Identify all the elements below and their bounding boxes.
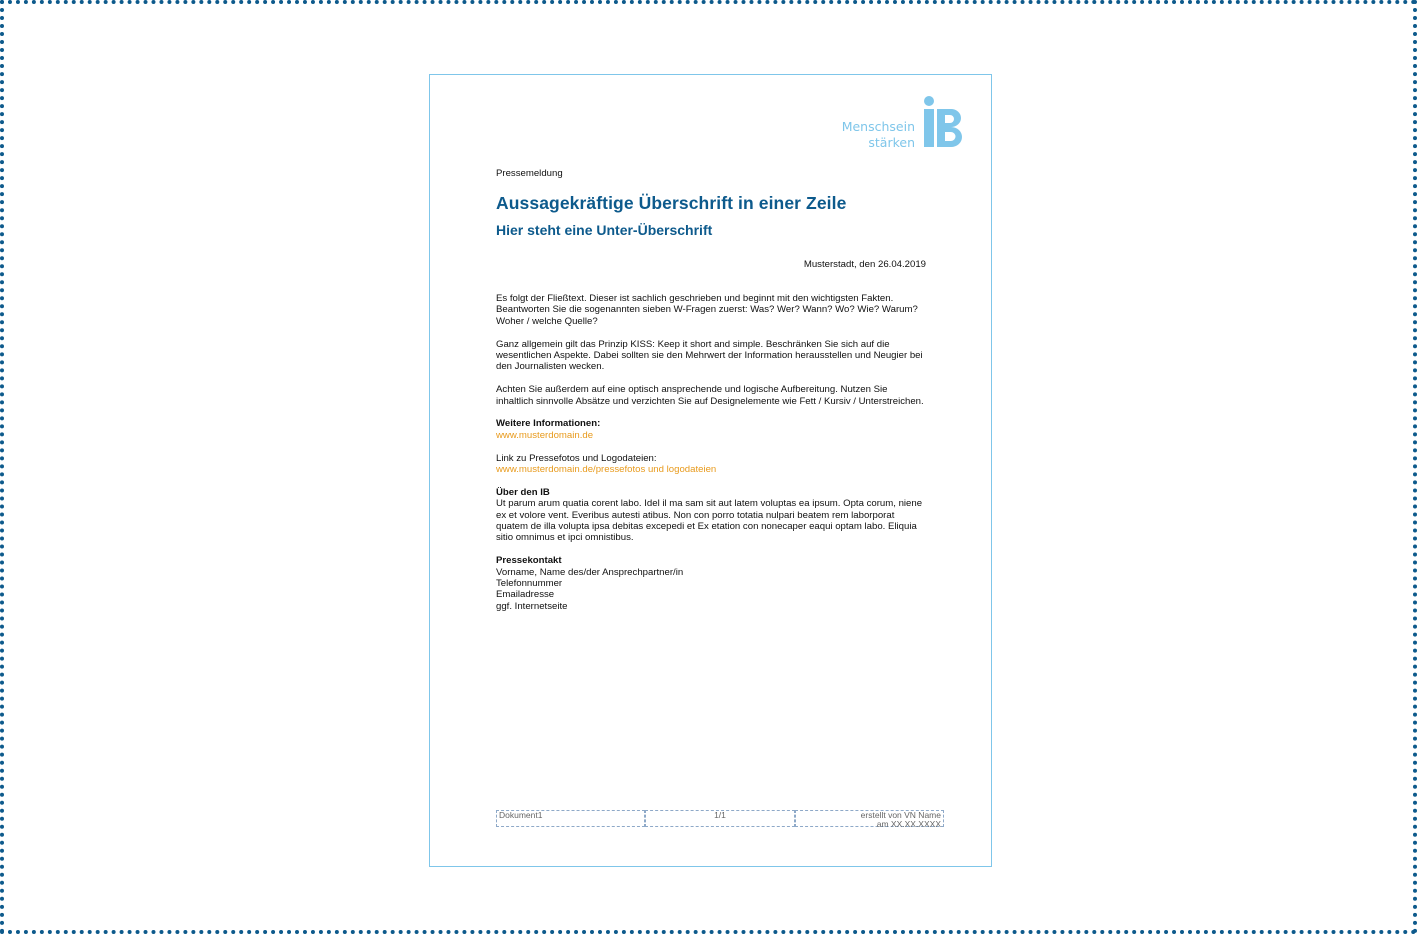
footer-filename: Dokument1	[496, 810, 645, 827]
document-title: Aussagekräftige Überschrift in einer Zeile	[496, 193, 847, 213]
ib-logo-icon	[917, 95, 967, 151]
photos-label: Link zu Pressefotos und Logodateien:	[496, 452, 657, 464]
body-paragraph-2: Ganz allgemein gilt das Prinzip KISS: Keep it short and simple. Beschränken Sie sich auf die wesentlichen Aspekte. Dabei sollten sie den Mehrwert der Information herausstellen und Neugier bei den Journalisten wecken.	[496, 338, 923, 373]
body-paragraph-3: Achten Sie außerdem auf eine optisch ansprechende und logische Aufbereitung. Nutzen Sie inhaltlich sinnvolle Absätze und verzichten Sie auf Designelemente wie Fett / Kursiv / Unterstreichen.	[496, 384, 924, 407]
document-page	[429, 74, 992, 867]
contact-line: Telefonnummer	[496, 578, 563, 590]
about-heading: Über den IB	[496, 486, 550, 498]
document-kicker: Pressemeldung	[496, 168, 563, 179]
contact-line: Emailadresse	[496, 589, 555, 601]
logo-text-line2: stärken	[868, 135, 915, 150]
document-date: Musterstadt, den 26.04.2019	[803, 259, 926, 270]
photos-link[interactable]: www.musterdomain.de/pressefotos und logodateien	[496, 464, 717, 476]
footer-author-line2: am XX.XX.XXXX	[876, 818, 941, 829]
contact-heading: Pressekontakt	[496, 555, 562, 567]
contact-line: ggf. Internetseite	[496, 600, 568, 612]
footer-author	[795, 810, 944, 827]
document-subtitle: Hier steht eine Unter-Überschrift	[496, 222, 713, 238]
document-footer	[496, 810, 944, 827]
more-info-link[interactable]: www.musterdomain.de	[496, 429, 594, 441]
footer-page-number: 1/1	[645, 810, 794, 827]
about-text: Ut parum arum quatia corent labo. Idel il ma sam sit aut latem voluptas ea ipsum. Opta corum, niene ex et volore vent. Everibus autesti atibus. Non con porro totatia nulpari beatem rem laborporat quatem de illa volupta ipsa debitas excepedi et Ex etation con nonecaper eaqui optam labo. Eliquia sitio omnimus et ipci omnistibus.	[496, 498, 923, 544]
body-paragraph-1: Es folgt der Fließtext. Dieser ist sachlich geschrieben und beginnt mit den wichtigsten Fakten. Beantworten Sie die sogenannten sieben W-Fragen zuerst: Was? Wer? Wann? Wo? Wie? Warum? Woher / welche Quelle?	[496, 293, 918, 327]
document-body	[496, 168, 926, 612]
contact-line: Vorname, Name des/der Ansprechpartner/in	[496, 566, 684, 578]
more-info-heading: Weitere Informationen:	[496, 418, 601, 430]
footer-author-line1: erstellt von VN Name	[860, 810, 941, 820]
ib-logo	[837, 95, 967, 151]
logo-text-line1: Menschsein	[841, 119, 915, 134]
